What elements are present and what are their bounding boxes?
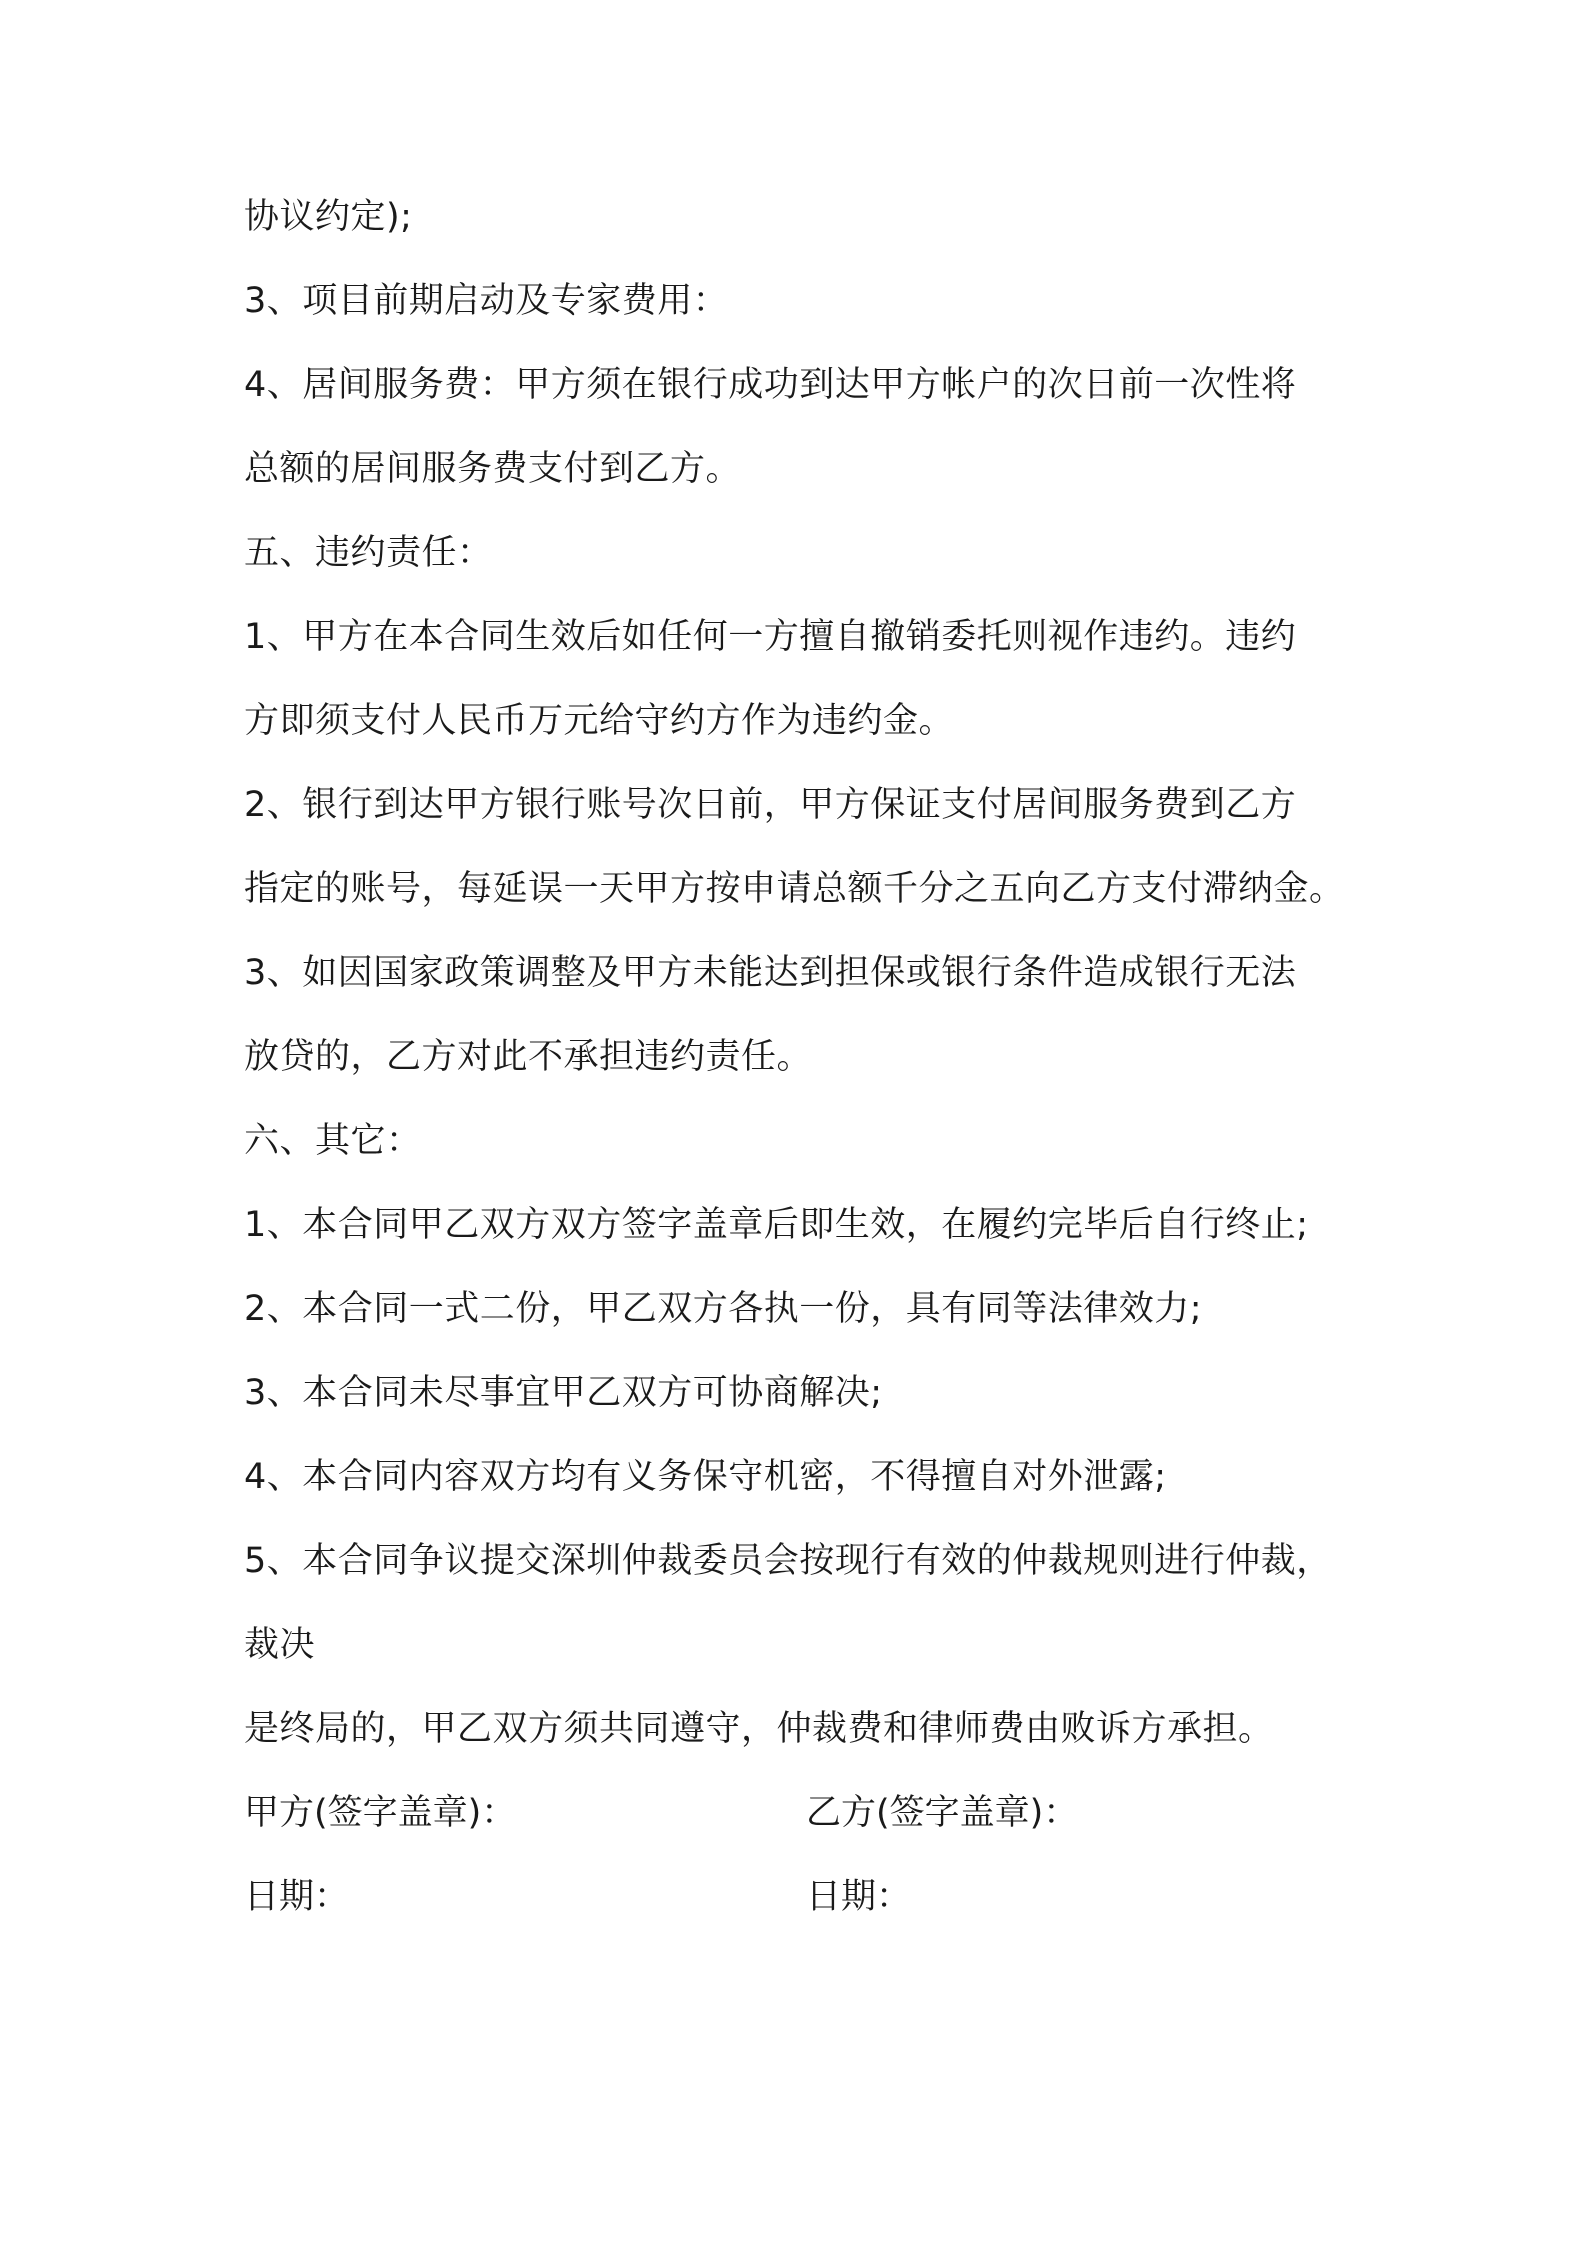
- text-line: 5、本合同争议提交深圳仲裁委员会按现行有效的仲裁规则进行仲裁，: [244, 1541, 1332, 1581]
- text-line: 2、银行到达甲方银行账号次日前，甲方保证支付居间服务费到乙方: [244, 785, 1297, 825]
- section-heading: 六、其它：: [244, 1121, 422, 1161]
- text-line: 是终局的，甲乙双方须共同遵守，仲裁费和律师费由败诉方承担。: [244, 1709, 1274, 1749]
- text-line: 方即须支付人民币万元给守约方作为违约金。: [244, 701, 955, 741]
- text-line: 总额的居间服务费支付到乙方。: [244, 449, 742, 489]
- text-line: 3、项目前期启动及专家费用：: [244, 281, 729, 321]
- text-line: 4、居间服务费：甲方须在银行成功到达甲方帐户的次日前一次性将: [244, 365, 1297, 405]
- text-line: 2、本合同一式二份，甲乙双方各执一份，具有同等法律效力;: [244, 1289, 1203, 1329]
- party-a-date-label: 日期：: [244, 1877, 350, 1917]
- text-line: 1、甲方在本合同生效后如任何一方擅自撤销委托则视作违约。违约: [244, 617, 1297, 657]
- text-line: 协议约定);: [244, 197, 413, 237]
- party-b-signature-label: 乙方(签字盖章)：: [806, 1793, 1079, 1833]
- text-line: 指定的账号，每延误一天甲方按申请总额千分之五向乙方支付滞纳金。: [244, 869, 1345, 909]
- section-heading: 五、违约责任：: [244, 533, 493, 573]
- text-line: 放贷的，乙方对此不承担违约责任。: [244, 1037, 813, 1077]
- text-line: 裁决: [244, 1625, 316, 1665]
- text-line: 1、本合同甲乙双方双方签字盖章后即生效，在履约完毕后自行终止;: [244, 1205, 1309, 1245]
- party-b-date-label: 日期：: [806, 1877, 912, 1917]
- party-a-signature-label: 甲方(签字盖章)：: [244, 1793, 517, 1833]
- signature-row: [244, 1789, 1374, 1837]
- text-line: 3、本合同未尽事宜甲乙双方可协商解决;: [244, 1373, 883, 1413]
- text-line: 3、如因国家政策调整及甲方未能达到担保或银行条件造成银行无法: [244, 953, 1297, 993]
- document-page: [244, 193, 1374, 1957]
- text-line: 4、本合同内容双方均有义务保守机密，不得擅自对外泄露;: [244, 1457, 1167, 1497]
- date-row: [244, 1873, 1374, 1921]
